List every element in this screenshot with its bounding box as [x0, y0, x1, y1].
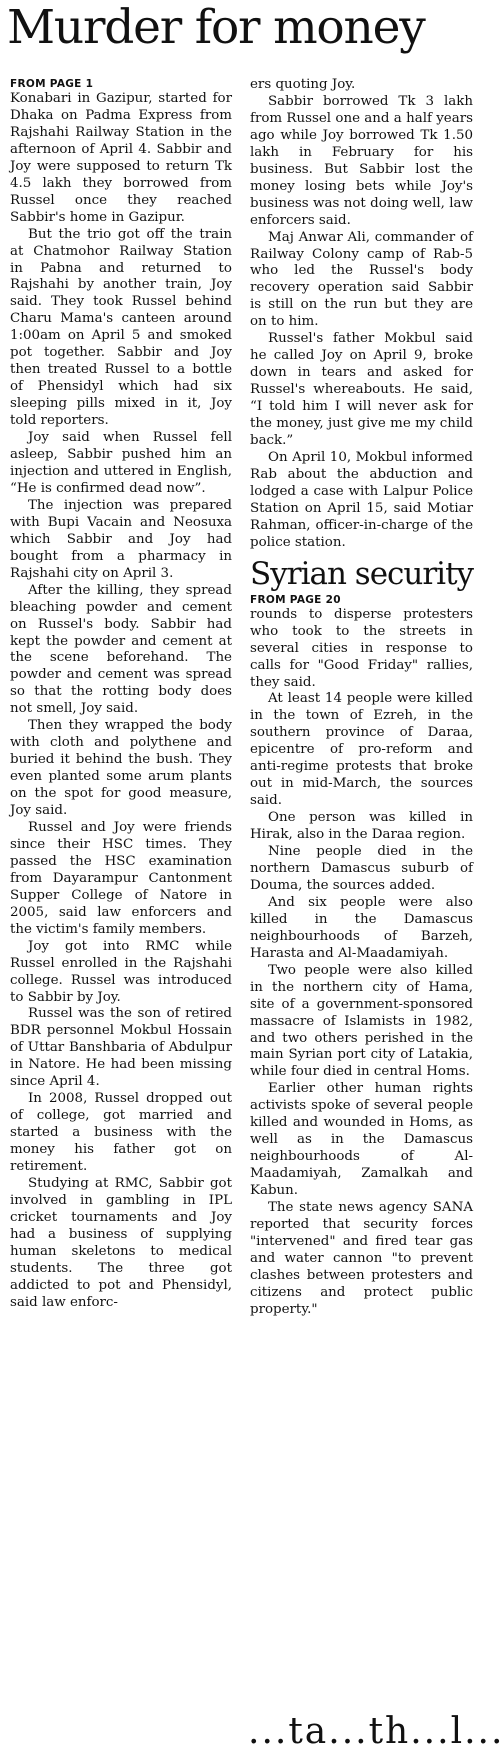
article-paragraph: But the trio got off the train at Chatmohor Railway Station in Pabna and returned to Rajshahi by another train, Joy said. They took Russel behind Charu Mama's canteen around 1:00am on April 5 and smoked pot together. Sabbir and Joy then treated Russel to a bottle of Phensidyl which had six sleeping pills mixed in it, Joy told reporters.	[10, 226, 232, 429]
article-paragraph: Konabari in Gazipur, started for Dhaka on Padma Express from Rajshahi Railway Station in the afternoon of April 4. Sabbir and Joy were supposed to return Tk 4.5 lakh they borrowed from Russel once they reached Sabbir's home in Gazipur.	[10, 91, 232, 225]
article-paragraph: And six people were also killed in the Damascus neighbourhoods of Barzeh, Harasta and Al-Maadamiyah.	[250, 894, 473, 961]
article-headline: Murder for money	[7, 0, 425, 55]
article-paragraph: Russel's father Mokbul said he called Joy on April 9, broke down in tears and asked for Russel's whereabouts. He said, “I told him I will never ask for the money, just give me my child back.”	[250, 331, 473, 449]
article-paragraph: Russel and Joy were friends since their HSC times. They passed the HSC examination from Dayarampur Cantonment Supper College of Natore in 2005, said law enforcers and the victim's family members.	[10, 819, 232, 937]
article-paragraph: On April 10, Mokbul informed Rab about the abduction and lodged a case with Lalpur Police Station on April 15, said Motiar Rahman, officer-in-charge of the police station.	[250, 449, 473, 550]
article-paragraph: Two people were also killed in the northern city of Hama, site of a government-sponsored massacre of Islamists in 1982, and two others perished in the main Syrian port city of Latakia, while four died in central Homs.	[250, 962, 473, 1080]
article-paragraph: rounds to disperse protesters who took to the streets in several cities in response to calls for "Good Friday" rallies, they said.	[250, 606, 473, 690]
article-paragraph: In 2008, Russel dropped out of college, got married and started a business with the money his father got on retirement.	[10, 1091, 232, 1175]
continued-from-label: FROM PAGE 20	[250, 593, 341, 606]
article-paragraph: At least 14 people were killed in the town of Ezreh, in the southern province of Daraa, epicentre of pro-reform and anti-regime protests that broke out in mid-March, the sources said.	[250, 691, 473, 809]
article-right-column	[250, 77, 473, 1319]
article-paragraph: After the killing, they spread bleaching powder and cement on Russel's body. Sabbir had kept the powder and cement at the scene beforehand. The powder and cement was spread so that the rotting body does not smell, Joy said.	[10, 582, 232, 717]
article-left-column	[10, 77, 232, 1312]
second-article-headline: Syrian security	[250, 555, 474, 592]
article-paragraph: The injection was prepared with Bupi Vacain and Neosuxa which Sabbir and Joy had bought from a pharmacy in Rajshahi city on April 3.	[10, 497, 232, 581]
article-paragraph: The state news agency SANA reported that security forces "intervened" and fired tear gas and water cannon "to prevent clashes between protesters and citizens and protect public property."	[250, 1200, 473, 1317]
continued-from-label: FROM PAGE 1	[10, 78, 94, 90]
article-paragraph: Sabbir borrowed Tk 3 lakh from Russel one and a half years ago while Joy borrowed Tk 1.50 lakh in February for his business. But Sabbir lost the money losing bets while Joy's business was not doing well, law enforcers said.	[250, 93, 473, 228]
article-paragraph: Maj Anwar Ali, commander of Railway Colony camp of Rab-5 who led the Russel's body recovery operation said Sabbir is still on the run but they are on to him.	[250, 229, 473, 330]
next-headline-cropped	[248, 1698, 504, 1752]
column-gutter	[240, 77, 241, 1717]
article-paragraph: Then they wrapped the body with cloth and polythene and buried it behind the bush. They even planted some arum plants on the spot for good measure, Joy said.	[10, 718, 232, 819]
article-paragraph: Joy said when Russel fell asleep, Sabbir pushed him an injection and uttered in English, “He is confirmed dead now”.	[10, 430, 232, 496]
next-headline-fragment: ...ta...th...l...	[248, 1711, 504, 1752]
article-paragraph: ers quoting Joy.	[250, 77, 356, 92]
article-paragraph: Earlier other human rights activists spoke of several people killed and wounded in Homs, as well as in the Damascus neighbourhoods of Al-Maadamiyah, Zamalkah and Kabun.	[250, 1081, 473, 1199]
article-paragraph: Joy got into RMC while Russel enrolled in the Rajshahi college. Russel was introduced to Sabbir by Joy.	[10, 938, 232, 1005]
article-paragraph: Nine people died in the northern Damascus suburb of Douma, the sources added.	[250, 844, 473, 893]
article-paragraph: Studying at RMC, Sabbir got involved in gambling in IPL cricket tournaments and Joy had a business of supplying human skeletons to medical students. The three got addicted to pot and Phensidyl, said law enforc-	[10, 1176, 232, 1310]
article-paragraph: Russel was the son of retired BDR personnel Mokbul Hossain of Uttar Banshbaria of Abdulpur in Natore. He had been missing since April 4.	[10, 1006, 232, 1090]
article-paragraph: One person was killed in Hirak, also in the Daraa region.	[250, 810, 473, 843]
